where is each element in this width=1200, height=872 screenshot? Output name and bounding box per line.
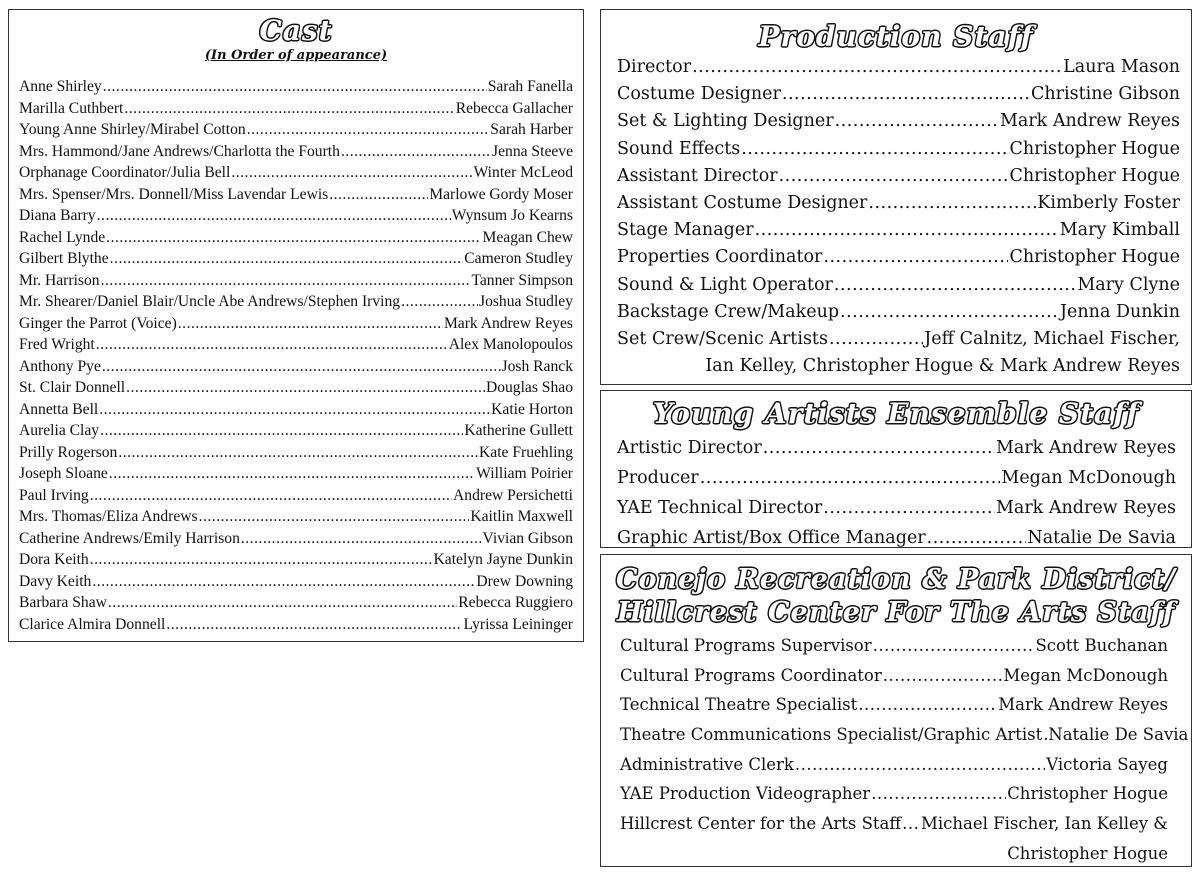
person-name: Megan McDonough [1003, 665, 1168, 685]
person-name: Jeff Calnitz, Michael Fischer, [924, 328, 1180, 349]
dot-leader [199, 508, 470, 526]
role-label: Set Crew/Scenic Artists [617, 328, 828, 349]
role-label: Joseph Sloane [19, 465, 108, 482]
role-label: Theatre Communications Specialist/Graphic Artist [620, 725, 1043, 745]
role-label: Producer [617, 468, 699, 488]
dot-leader [927, 523, 1027, 553]
production-staff-panel [600, 9, 1192, 385]
list-item [19, 487, 573, 509]
role-label: Hillcrest Center for the Arts Staff [620, 814, 902, 834]
role-label: Annetta Bell [19, 400, 99, 418]
crpd-staff-panel [600, 554, 1192, 867]
crpd-title-line2: Hillcrest Center For The Arts Staff [616, 597, 1176, 628]
list-item [617, 433, 1176, 463]
list-item [19, 315, 573, 337]
list-item [617, 326, 1180, 353]
list-item [620, 661, 1168, 691]
list-item [617, 244, 1180, 271]
list-item [19, 444, 573, 466]
dot-leader [100, 422, 463, 440]
role-label: Dora Keith [19, 551, 89, 568]
person-name: Lyrissa Leininger [463, 615, 573, 633]
role-label: Rachel Lynde [19, 228, 106, 246]
person-name: Douglas Shao [485, 379, 573, 396]
dot-leader [868, 190, 1036, 217]
dot-leader [247, 121, 490, 139]
person-name: Christopher Hogue [1007, 784, 1168, 804]
role-label: Assistant Costume Designer [617, 192, 868, 213]
dot-leader [795, 750, 1045, 780]
list-item [19, 186, 573, 208]
list-item [19, 379, 573, 401]
list-item [617, 272, 1180, 299]
dot-leader [102, 358, 501, 376]
dot-leader [110, 250, 464, 268]
person-name: Tanner Simpson [471, 271, 573, 289]
person-name: Laura Mason [1063, 57, 1180, 77]
list-item [19, 293, 573, 315]
list-item [19, 250, 573, 272]
list-item [620, 779, 1168, 809]
dot-leader [341, 143, 491, 161]
person-name: Katelyn Jayne Dunkin [433, 551, 573, 568]
role-label: Anne Shirley [19, 78, 102, 95]
dot-leader [166, 616, 462, 634]
person-name: Kate Fruehling [479, 443, 573, 461]
list-item [620, 720, 1189, 750]
dot-leader [329, 186, 428, 204]
role-label: Fred Wright [19, 336, 95, 353]
person-name: Cameron Studley [464, 250, 573, 267]
dot-leader [823, 493, 995, 523]
person-name: Jenna Steeve [492, 142, 573, 160]
crpd-staff-continuation: Christopher Hogue [1007, 843, 1168, 863]
role-label: Backstage Crew/Makeup [617, 301, 840, 322]
list-item [617, 54, 1180, 81]
dot-leader [883, 661, 1003, 691]
yae-staff-title: Young Artists Ensemble Staff [652, 397, 1140, 430]
person-name: Andrew Persichetti [453, 486, 573, 504]
dot-leader [103, 78, 487, 96]
person-name: Mary Clyne [1077, 274, 1180, 295]
cast-subtitle: (In Order of appearance) [204, 48, 388, 63]
dot-leader [108, 594, 457, 612]
role-label: Paul Irving [19, 486, 89, 504]
person-name: Jenna Dunkin [1060, 301, 1180, 322]
person-name: Rebecca Gallacher [455, 99, 573, 117]
person-name: Michael Fischer, Ian Kelley & [920, 814, 1168, 834]
person-name: Christine Gibson [1031, 84, 1180, 105]
list-item [19, 336, 573, 358]
dot-leader [90, 551, 433, 569]
dot-leader [97, 207, 451, 225]
list-item [617, 299, 1180, 326]
list-item [620, 750, 1168, 780]
list-item [19, 551, 573, 573]
role-label: Technical Theatre Specialist [620, 695, 858, 715]
dot-leader [873, 631, 1035, 661]
role-label: Sound Effects [617, 138, 741, 159]
person-name: Mark Andrew Reyes [995, 498, 1176, 518]
role-label: Assistant Director [617, 165, 778, 186]
list-item [617, 190, 1180, 217]
yae-staff-panel [600, 390, 1192, 548]
person-name: Natalie De Savia [1048, 725, 1189, 745]
person-name: Mark Andrew Reyes [999, 111, 1180, 132]
list-item [617, 136, 1180, 163]
person-name: Sarah Fanella [487, 78, 573, 95]
person-name: Katherine Gullett [464, 422, 573, 439]
dot-leader [126, 379, 485, 397]
dot-leader [835, 108, 999, 135]
list-item [19, 594, 573, 616]
role-label: YAE Production Videographer [620, 784, 871, 804]
list-item [19, 401, 573, 423]
role-label: Davy Keith [19, 572, 92, 590]
crpd-staff-title [601, 563, 1191, 629]
cast-panel [8, 9, 584, 642]
list-item [19, 164, 573, 186]
role-label: Diana Barry [19, 207, 96, 224]
list-item [617, 523, 1176, 553]
role-label: Aurelia Clay [19, 422, 100, 439]
role-label: Mr. Harrison [19, 271, 100, 289]
role-label: Marilla Cuthbert [19, 99, 124, 117]
list-item [19, 272, 573, 294]
person-name: Mary Kimball [1059, 220, 1180, 241]
list-item [19, 358, 573, 380]
list-item [620, 809, 1168, 839]
person-name: Scott Buchanan [1035, 636, 1168, 655]
person-name: Mark Andrew Reyes [998, 695, 1168, 715]
dot-leader [109, 465, 475, 483]
list-item [19, 508, 573, 530]
dot-leader [741, 136, 1008, 163]
person-name: Josh Ranck [501, 357, 573, 375]
dot-leader [834, 272, 1076, 299]
role-label: Mrs. Thomas/Eliza Andrews [19, 508, 198, 525]
person-name: Natalie De Savia [1027, 528, 1176, 548]
role-label: Set & Lighting Designer [617, 111, 834, 132]
dot-leader [101, 272, 471, 290]
person-name: Marlowe Gordy Moser [429, 185, 573, 203]
dot-leader [401, 293, 478, 311]
dot-leader [241, 530, 482, 548]
cast-title: Cast [259, 14, 333, 47]
dot-leader [231, 164, 472, 182]
role-label: Mrs. Spenser/Mrs. Donnell/Miss Lavendar Lewis [19, 185, 329, 203]
person-name: Kaitlin Maxwell [470, 508, 573, 525]
person-name: Kimberly Foster [1037, 192, 1180, 213]
person-name: William Poirier [476, 465, 573, 482]
list-item [617, 108, 1180, 135]
person-name: Winter McLeod [473, 164, 573, 181]
role-label: Ginger the Parrot (Voice) [19, 314, 177, 332]
role-label: St. Clair Donnell [19, 379, 126, 396]
dot-leader [118, 444, 478, 462]
person-name: Mark Andrew Reyes [995, 438, 1176, 458]
dot-leader [871, 779, 1006, 809]
role-label: Administrative Clerk [620, 754, 794, 774]
role-label: Orphanage Coordinator/Julia Bell [19, 164, 231, 181]
dot-leader [99, 401, 490, 419]
role-label: Anthony Pye [19, 357, 101, 375]
role-label: Catherine Andrews/Emily Harrison [19, 529, 240, 547]
production-staff-list [617, 54, 1180, 380]
production-staff-continuation: Ian Kelley, Christopher Hogue & Mark Andrew Reyes [705, 356, 1180, 377]
role-label: Young Anne Shirley/Mirabel Cotton [19, 121, 246, 138]
role-label: Mr. Shearer/Daniel Blair/Uncle Abe Andrews/Stephen Irving [19, 293, 401, 310]
dot-leader [96, 336, 448, 354]
person-name: Victoria Sayeg [1046, 754, 1168, 774]
person-name: Drew Downing [476, 572, 573, 590]
person-name: Meagan Chew [482, 228, 573, 246]
person-name: Wynsum Jo Kearns [451, 207, 573, 224]
role-label: Sound & Light Operator [617, 274, 833, 295]
list-item [19, 143, 573, 165]
dot-leader [124, 100, 454, 118]
list-item [19, 100, 573, 122]
person-name: Katie Horton [491, 400, 573, 418]
list-item [19, 229, 573, 251]
role-label: Gilbert Blythe [19, 250, 109, 267]
role-label: Cultural Programs Coordinator [620, 665, 882, 685]
person-name: Sarah Harber [490, 121, 573, 138]
person-name: Megan McDonough [1001, 468, 1176, 488]
list-item [620, 690, 1168, 720]
role-label: Graphic Artist/Box Office Manager [617, 528, 926, 548]
cast-list [19, 78, 573, 637]
person-name: Alex Manolopoulos [448, 336, 573, 353]
list-item [19, 422, 573, 444]
dot-leader [902, 809, 920, 839]
person-name: Rebecca Ruggiero [458, 594, 573, 611]
dot-leader [823, 244, 1008, 271]
dot-leader [840, 299, 1059, 326]
crpd-title-line1: Conejo Recreation & Park District/ [616, 564, 1176, 595]
list-item [617, 163, 1180, 190]
dot-leader [106, 229, 481, 247]
list-item [19, 530, 573, 552]
dot-leader [782, 81, 1030, 108]
role-label: Barbara Shaw [19, 594, 107, 611]
list-item [19, 121, 573, 143]
list-item [19, 573, 573, 595]
role-label: Director [617, 57, 692, 77]
person-name: Vivian Gibson [482, 529, 573, 547]
list-item [620, 631, 1168, 661]
role-label: Costume Designer [617, 84, 781, 105]
yae-staff-list [617, 433, 1176, 553]
dot-leader [178, 315, 443, 333]
list-item [617, 463, 1176, 493]
list-item [19, 207, 573, 229]
role-label: Prilly Rogerson [19, 443, 118, 461]
list-item [19, 616, 573, 638]
role-label: Stage Manager [617, 220, 754, 241]
person-name: Christopher Hogue [1009, 247, 1180, 268]
dot-leader [763, 433, 995, 463]
dot-leader [92, 573, 475, 591]
dot-leader [1043, 720, 1047, 750]
list-item [617, 493, 1176, 523]
list-item [19, 78, 573, 100]
dot-leader [858, 690, 997, 720]
dot-leader [90, 487, 452, 505]
person-name: Christopher Hogue [1009, 165, 1180, 186]
role-label: YAE Technical Director [617, 498, 823, 518]
role-label: Clarice Almira Donnell [19, 615, 166, 633]
list-item [617, 81, 1180, 108]
dot-leader [755, 217, 1059, 244]
role-label: Artistic Director [617, 438, 762, 458]
role-label: Properties Coordinator [617, 247, 823, 268]
role-label: Mrs. Hammond/Jane Andrews/Charlotta the Fourth [19, 142, 340, 160]
person-name: Joshua Studley [479, 293, 573, 310]
crpd-staff-list [620, 631, 1189, 869]
list-item [617, 217, 1180, 244]
role-label: Cultural Programs Supervisor [620, 636, 872, 655]
dot-leader [779, 163, 1009, 190]
dot-leader [700, 463, 1001, 493]
dot-leader [829, 326, 923, 353]
person-name: Christopher Hogue [1009, 138, 1180, 159]
list-item [19, 465, 573, 487]
person-name: Mark Andrew Reyes [443, 314, 573, 332]
production-staff-title: Production Staff [758, 20, 1034, 53]
dot-leader [692, 54, 1062, 81]
